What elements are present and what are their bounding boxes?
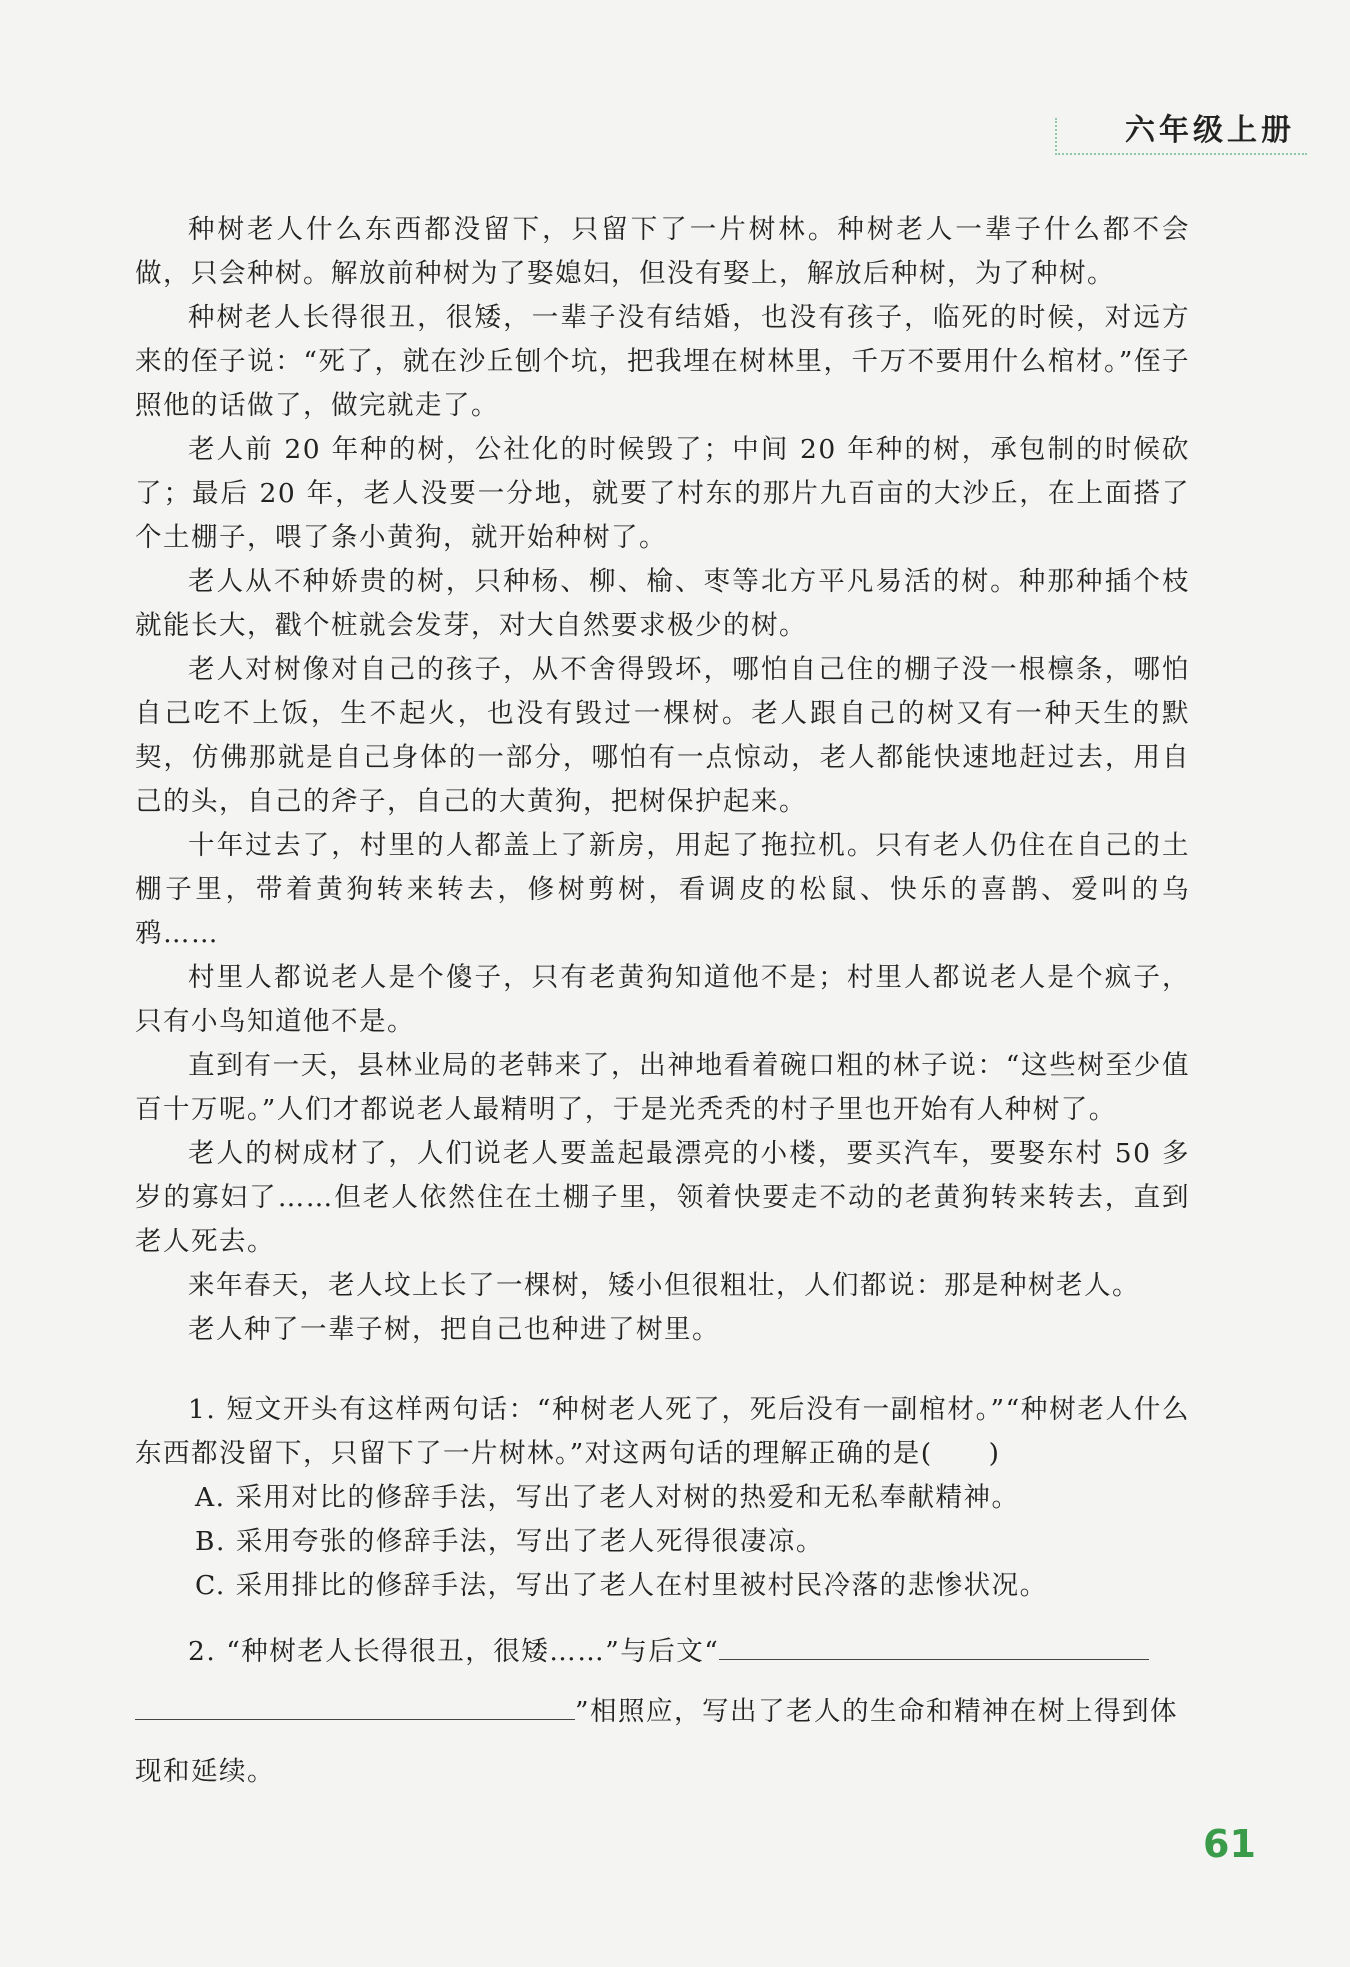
story-paragraph: 来年春天，老人坟上长了一棵树，矮小但很粗壮，人们都说：那是种树老人。 xyxy=(188,1270,1140,1301)
question-2-part2: ”相照应，写出了老人的生命和精神在树上得到体现和延续。 xyxy=(135,1696,1179,1787)
story-paragraph: 老人对树像对自己的孩子，从不舍得毁坏，哪怕自己住的棚子没一根檩条，哪怕自己吃不上饭，生不起火，也没有毁过一棵树。老人跟自己的树又有一种天生的默契，仿佛那就是自己身体的一部分，哪怕有一点惊动，老人都能快速地赶过去，用自己的头，自己的斧子，自己的大黄狗，把树保护起来。 xyxy=(135,654,1190,817)
page-header-title: 六年级上册 xyxy=(1125,113,1295,148)
answer-blank-1[interactable] xyxy=(719,1629,1149,1660)
story-paragraph: 老人种了一辈子树，把自己也种进了树里。 xyxy=(188,1314,720,1345)
header-underline xyxy=(1055,153,1307,155)
story-paragraph: 十年过去了，村里的人都盖上了新房，用起了拖拉机。只有老人仍住在自己的土棚子里，带着黄狗转来转去，修树剪树，看调皮的松鼠、快乐的喜鹊、爱叫的乌鸦…… xyxy=(135,830,1190,949)
story-text xyxy=(135,208,1190,1352)
option-c[interactable]: C. 采用排比的修辞手法，写出了老人在村里被村民冷落的悲惨状况。 xyxy=(195,1570,1048,1601)
question-2-part1: 2. “种树老人长得很丑，很矮……”与后文“ xyxy=(188,1636,720,1667)
story-paragraph: 老人从不种娇贵的树，只种杨、柳、榆、枣等北方平凡易活的树。种那种插个枝就能长大，戳个桩就会发芽，对大自然要求极少的树。 xyxy=(135,566,1190,641)
story-paragraph: 村里人都说老人是个傻子，只有老黄狗知道他不是；村里人都说老人是个疯子，只有小鸟知道他不是。 xyxy=(135,962,1190,1037)
question-2 xyxy=(135,1622,1190,1802)
story-paragraph: 老人的树成材了，人们说老人要盖起最漂亮的小楼，要买汽车，要娶东村 50 多岁的寡妇了……但老人依然住在土棚子里，领着快要走不动的老黄狗转来转去，直到老人死去。 xyxy=(135,1138,1190,1257)
question-1-stem: 1. 短文开头有这样两句话：“种树老人死了，死后没有一副棺材。”“种树老人什么东西都没留下，只留下了一片树林。”对这两句话的理解正确的是( ) xyxy=(135,1394,1190,1469)
story-paragraph: 种树老人长得很丑，很矮，一辈子没有结婚，也没有孩子，临死的时候，对远方来的侄子说：“死了，就在沙丘刨个坑，把我埋在树林里，千万不要用什么棺材。”侄子照他的话做了，做完就走了。 xyxy=(135,302,1190,421)
question-1-options xyxy=(135,1476,1190,1608)
option-a[interactable]: A. 采用对比的修辞手法，写出了老人对树的热爱和无私奉献精神。 xyxy=(195,1482,1020,1513)
header-decoration xyxy=(1055,118,1057,155)
page-number: 61 xyxy=(1203,1822,1256,1866)
story-paragraph: 老人前 20 年种的树，公社化的时候毁了；中间 20 年种的树，承包制的时候砍了；最后 20 年，老人没要一分地，就要了村东的那片九百亩的大沙丘，在上面搭了个土棚子，喂了条小黄狗，就开始种树了。 xyxy=(135,434,1190,553)
story-paragraph: 直到有一天，县林业局的老韩来了，出神地看着碗口粗的林子说：“这些树至少值百十万呢。”人们才都说老人最精明了，于是光秃秃的村子里也开始有人种树了。 xyxy=(135,1050,1190,1125)
questions-section xyxy=(135,1388,1190,1802)
answer-blank-2[interactable] xyxy=(135,1689,575,1720)
option-b[interactable]: B. 采用夸张的修辞手法，写出了老人死得很凄凉。 xyxy=(195,1526,824,1557)
story-paragraph: 种树老人什么东西都没留下，只留下了一片树林。种树老人一辈子什么都不会做，只会种树。解放前种树为了娶媳妇，但没有娶上，解放后种树，为了种树。 xyxy=(135,214,1190,289)
